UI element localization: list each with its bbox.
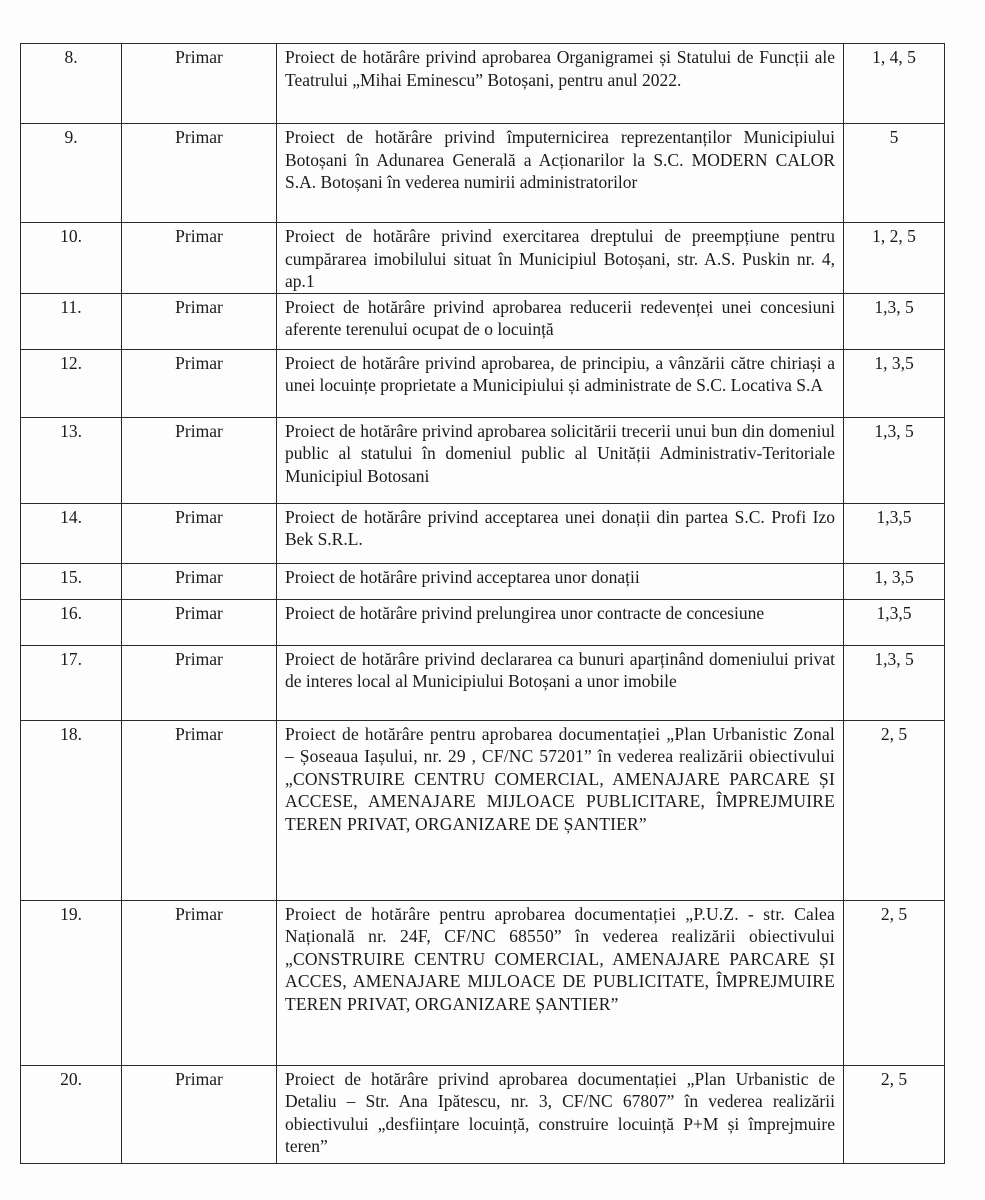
project-title: Proiect de hotărâre privind aprobarea reducerii redevenței unei concesiuni aferente terenului ocupat de o locuință xyxy=(277,293,844,349)
commissions: 1,3,5 xyxy=(844,503,945,563)
item-number: 9. xyxy=(21,124,122,223)
commissions: 1, 4, 5 xyxy=(844,44,945,124)
initiator: Primar xyxy=(122,223,277,294)
commissions: 2, 5 xyxy=(844,720,945,900)
table-row xyxy=(21,124,945,223)
initiator: Primar xyxy=(122,124,277,223)
item-number: 12. xyxy=(21,349,122,417)
table-row xyxy=(21,1065,945,1163)
initiator: Primar xyxy=(122,44,277,124)
table-row xyxy=(21,900,945,1065)
commissions: 1,3, 5 xyxy=(844,417,945,503)
commissions: 1, 2, 5 xyxy=(844,223,945,294)
commissions: 1,3, 5 xyxy=(844,293,945,349)
project-title: Proiect de hotărâre privind acceptarea unei donații din partea S.C. Profi Izo Bek S.R.L. xyxy=(277,503,844,563)
commissions: 1, 3,5 xyxy=(844,563,945,599)
project-title: Proiect de hotărâre pentru aprobarea documentației „Plan Urbanistic Zonal – Șoseaua Iașului, nr. 29 , CF/NC 57201” în vederea realizării obiectivului „CONSTRUIRE CENTRU COMERCIAL, AMENAJARE PARCARE ȘI ACCESE, AMENAJARE MIJLOACE PUBLICITARE, ÎMPREJMUIRE TEREN PRIVAT, ORGANIZARE DE ȘANTIER” xyxy=(277,720,844,900)
item-number: 18. xyxy=(21,720,122,900)
commissions: 2, 5 xyxy=(844,900,945,1065)
table-row xyxy=(21,563,945,599)
agenda-table xyxy=(20,43,945,1164)
commissions: 1,3,5 xyxy=(844,599,945,645)
initiator: Primar xyxy=(122,645,277,720)
initiator: Primar xyxy=(122,503,277,563)
commissions: 1,3, 5 xyxy=(844,645,945,720)
table-row xyxy=(21,293,945,349)
initiator: Primar xyxy=(122,349,277,417)
commissions: 1, 3,5 xyxy=(844,349,945,417)
table-row xyxy=(21,417,945,503)
initiator: Primar xyxy=(122,599,277,645)
item-number: 14. xyxy=(21,503,122,563)
project-title: Proiect de hotărâre privind împuternicirea reprezentanților Municipiului Botoșani în Adunarea Generală a Acționarilor la S.C. MODERN CALOR S.A. Botoșani în vederea numirii administratorilor xyxy=(277,124,844,223)
initiator: Primar xyxy=(122,900,277,1065)
project-title: Proiect de hotărâre privind aprobarea, de principiu, a vânzării către chiriași a unei locuințe proprietate a Municipiului și administrate de S.C. Locativa S.A xyxy=(277,349,844,417)
project-title: Proiect de hotărâre pentru aprobarea documentației „P.U.Z. - str. Calea Națională nr. 24F, CF/NC 68550” în vederea realizării obiectivului „CONSTRUIRE CENTRU COMERCIAL, AMENAJARE PARCARE ȘI ACCES, AMENAJARE MIJLOACE DE PUBLICITATE, ÎMPREJMUIRE TEREN PRIVAT, ORGANIZARE ȘANTIER” xyxy=(277,900,844,1065)
item-number: 19. xyxy=(21,900,122,1065)
project-title: Proiect de hotărâre privind acceptarea unor donații xyxy=(277,563,844,599)
project-title: Proiect de hotărâre privind aprobarea Organigramei și Statului de Funcții ale Teatrului „Mihai Eminescu” Botoșani, pentru anul 2022. xyxy=(277,44,844,124)
initiator: Primar xyxy=(122,417,277,503)
commissions: 5 xyxy=(844,124,945,223)
item-number: 8. xyxy=(21,44,122,124)
initiator: Primar xyxy=(122,1065,277,1163)
project-title: Proiect de hotărâre privind aprobarea solicitării trecerii unui bun din domeniul public al statului în domeniul public al Unității Administrativ-Teritoriale Municipiul Botosani xyxy=(277,417,844,503)
project-title: Proiect de hotărâre privind aprobarea documentației „Plan Urbanistic de Detaliu – Str. Ana Ipătescu, nr. 3, CF/NC 67807” în vederea realizării obiectivului „desființare locuință, construire locuință P+M și împrejmuire teren” xyxy=(277,1065,844,1163)
table-row xyxy=(21,503,945,563)
table-row xyxy=(21,645,945,720)
initiator: Primar xyxy=(122,293,277,349)
table-row xyxy=(21,223,945,294)
item-number: 15. xyxy=(21,563,122,599)
initiator: Primar xyxy=(122,563,277,599)
project-title: Proiect de hotărâre privind declararea ca bunuri aparținând domeniului privat de interes local al Municipiului Botoșani a unor imobile xyxy=(277,645,844,720)
table-row xyxy=(21,349,945,417)
project-title: Proiect de hotărâre privind prelungirea unor contracte de concesiune xyxy=(277,599,844,645)
item-number: 17. xyxy=(21,645,122,720)
table-row xyxy=(21,44,945,124)
initiator: Primar xyxy=(122,720,277,900)
project-title: Proiect de hotărâre privind exercitarea dreptului de preempțiune pentru cumpărarea imobilului situat în Municipiul Botoșani, str. A.S. Puskin nr. 4, ap.1 xyxy=(277,223,844,294)
item-number: 11. xyxy=(21,293,122,349)
item-number: 20. xyxy=(21,1065,122,1163)
table-row xyxy=(21,720,945,900)
item-number: 10. xyxy=(21,223,122,294)
item-number: 13. xyxy=(21,417,122,503)
commissions: 2, 5 xyxy=(844,1065,945,1163)
item-number: 16. xyxy=(21,599,122,645)
table-row xyxy=(21,599,945,645)
